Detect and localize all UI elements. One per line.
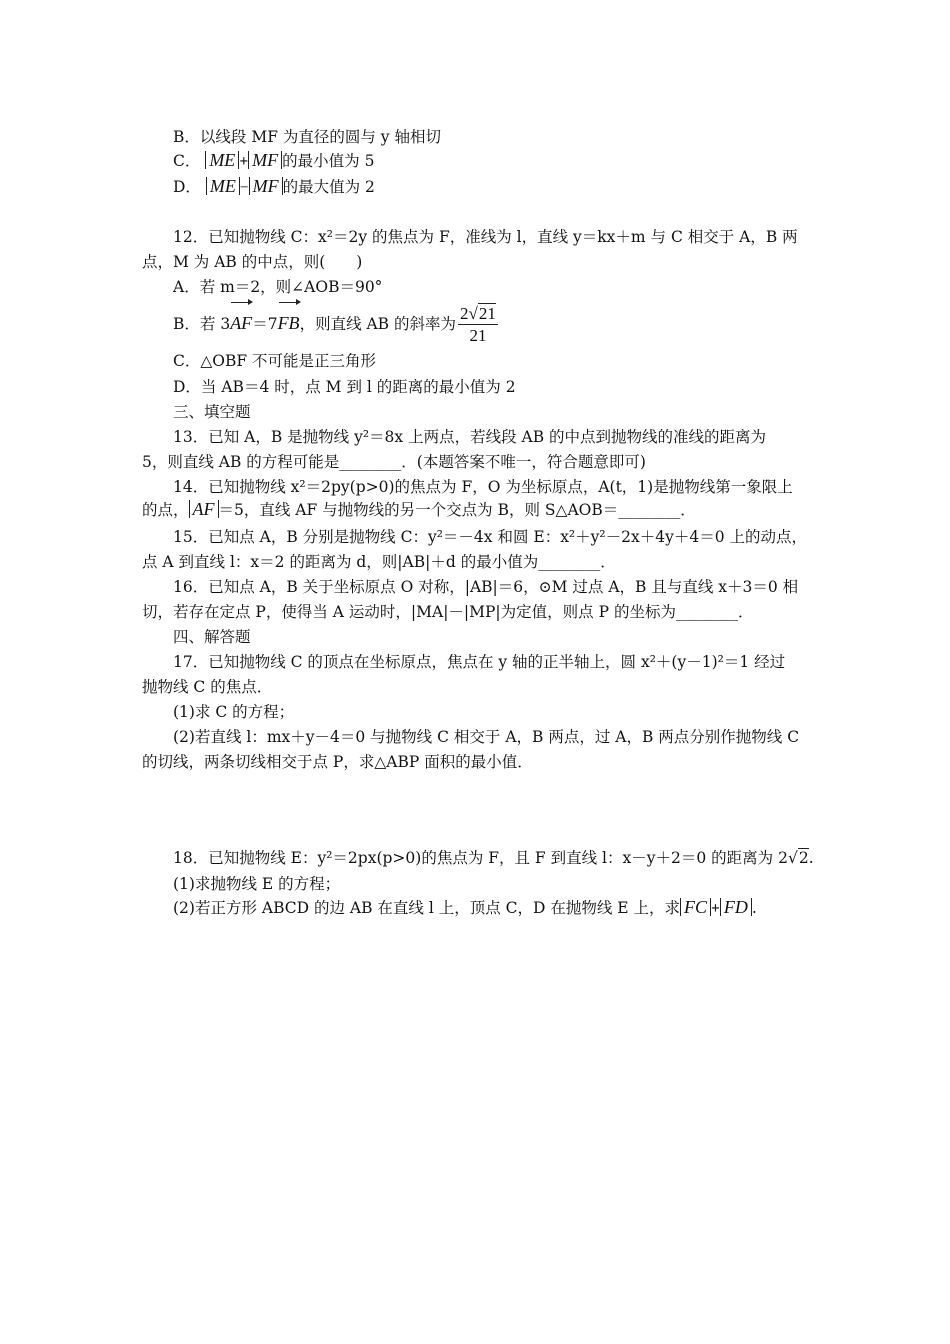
slope-denominator: 21	[469, 325, 487, 345]
q12-stem-line2: 点，M 为 AB 的中点，则( )	[142, 253, 363, 271]
q11-option-d-suffix: 的最大值为 2	[282, 178, 375, 196]
q11-option-c-label: C．	[173, 152, 201, 170]
vector-FB: FB	[278, 303, 300, 343]
q11-option-b-text: B．以线段 MF 为直径的圆与 y 轴相切	[173, 128, 441, 146]
q12-stem-line1: 12．已知抛物线 C：x²＝2y 的焦点为 F，准线为 l，直线 y＝kx＋m 与 C 相交于 A，B 两	[173, 228, 798, 246]
section-fill-in-heading: 三、填空题	[173, 403, 251, 421]
q12-option-c: C．△OBF 不可能是正三角形	[173, 352, 377, 370]
q18-part2	[173, 898, 757, 919]
q12-option-a: A．若 m＝2，则∠AOB＝90°	[173, 278, 383, 296]
q14-line1: 14．已知抛物线 x²＝2py(p>0)的焦点为 F，O 为坐标原点，A(t，1)是抛物线第一象限上	[173, 478, 793, 496]
abs-MF: MF	[249, 177, 283, 195]
q17-line1: 17．已知抛物线 C 的顶点在坐标原点，焦点在 y 轴的正半轴上，圆 x²＋(y－1)²＝1 经过	[173, 653, 786, 671]
q18-part2-prefix: (2)若正方形 ABCD 的边 AB 在直线 l 上，顶点 C，D 在抛物线 E 上，求	[173, 899, 681, 917]
minus-sign: −	[239, 179, 249, 196]
q17-line2: 抛物线 C 的焦点．	[142, 678, 273, 696]
q12-option-b-suffix: ，则直线 AB 的斜率为	[299, 315, 457, 333]
q18-line1: 18．已知抛物线 E：y²＝2px(p>0)的焦点为 F，且 F 到直线 l：x－y＋2＝0 的距离为 2√2.	[173, 849, 814, 867]
q13-line2: 5，则直线 AB 的方程可能是________．(本题答案不唯一，符合题意即可)	[142, 453, 646, 471]
q18-end-period: .	[751, 899, 757, 917]
q15-line1: 15．已知点 A，B 分别是抛物线 C：y²＝－4x 和圆 E：x²＋y²－2x＋4y＋4＝0 上的动点，	[173, 528, 807, 546]
q14-line2-prefix: 的点，	[142, 501, 189, 519]
q11-option-c	[173, 151, 374, 172]
equals-seven: ＝7	[252, 315, 278, 333]
q16-line1: 16．已知点 A，B 关于坐标原点 O 对称，|AB|＝6，⊙M 过点 A，B 且与直线 x＋3＝0 相	[173, 578, 799, 596]
q15-line2: 点 A 到直线 l：x＝2 的距离为 d，则|AB|＋d 的最小值为________．	[142, 553, 616, 571]
plus-sign: +	[239, 153, 249, 170]
q12-option-b-label: B．若 3	[173, 315, 231, 333]
q18-part1: (1)求抛物线 E 的方程；	[173, 875, 341, 893]
vector-AF: AF	[230, 303, 252, 343]
section-solve-heading: 四、解答题	[173, 628, 251, 646]
q17-part2-line1: (2)若直线 l：mx＋y－4＝0 与抛物线 C 相交于 A，B 两点，过 A，B 两点分别作抛物线 C	[173, 728, 800, 746]
q14-line2-suffix: ＝5，直线 AF 与抛物线的另一个交点为 B，则 S△AOB＝________．	[218, 501, 696, 519]
abs-ME: ME	[206, 177, 240, 195]
q17-part1: (1)求 C 的方程；	[173, 703, 295, 721]
q11-option-b	[173, 127, 441, 147]
slope-radicand: 21	[478, 303, 496, 323]
q13-line1: 13．已知 A，B 是抛物线 y²＝8x 上两点，若线段 AB 的中点到抛物线的准线的距离为	[173, 428, 767, 446]
q11-option-d	[173, 177, 375, 198]
plus-sign: +	[711, 900, 720, 917]
abs-AF: AF	[189, 500, 219, 518]
q14-line2	[142, 500, 696, 520]
q17-part2-line2: 的切线，两条切线相交于点 P，求△ABP 面积的最小值．	[142, 753, 533, 771]
abs-FD: FD	[720, 898, 752, 916]
q12-option-b	[173, 303, 500, 347]
q11-option-c-suffix: 的最小值为 5	[282, 152, 375, 170]
q16-line2: 切，若存在定点 P，使得当 A 运动时，|MA|－|MP|为定值，则点 P 的坐标为________．	[142, 603, 754, 621]
abs-MF: MF	[248, 151, 282, 169]
slope-numerator-coef: 2	[460, 303, 469, 323]
slope-fraction: $\frac{2√21}{21}$	[460, 303, 496, 345]
q18-line1-prefix: 18．已知抛物线 E：y²＝2px(p>0)的焦点为 F，且 F 到直线 l：x－y＋2＝0 的距离为 2	[173, 849, 788, 867]
abs-FC: FC	[680, 898, 711, 916]
q11-option-d-label: D．	[173, 178, 201, 196]
sqrt-2-radicand: 2	[798, 849, 809, 867]
abs-ME: ME	[205, 151, 239, 169]
q18-period: .	[808, 849, 814, 867]
q12-option-d: D．当 AB＝4 时，点 M 到 l 的距离的最小值为 2	[173, 378, 516, 396]
